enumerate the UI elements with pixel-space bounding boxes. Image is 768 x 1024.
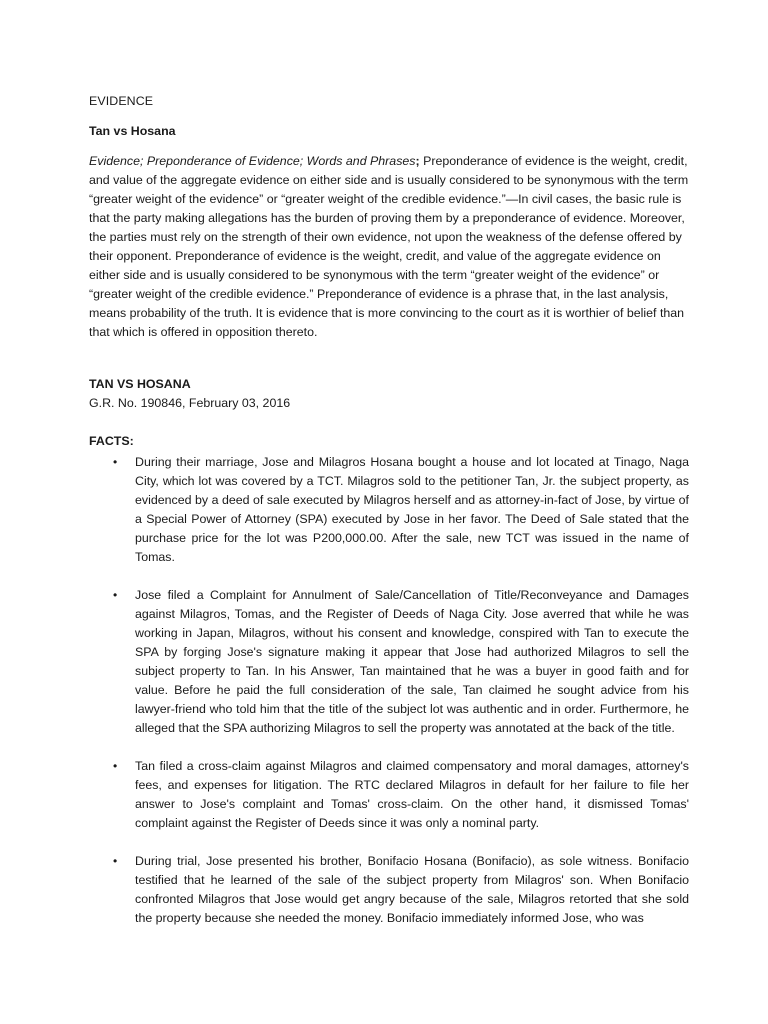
fact-item	[113, 453, 689, 567]
document-heading: EVIDENCE	[89, 94, 154, 108]
document-page	[89, 92, 689, 947]
facts-heading: FACTS:	[89, 434, 134, 448]
facts-list	[89, 453, 689, 928]
fact-text: During their marriage, Jose and Milagros Hosana bought a house and lot located at Tinago, Naga City, which lot was covered by a TCT. Milagros sold to the petitioner Tan, Jr. the subject property, as evidenced by a deed of sale executed by Milagros herself and as attorney-in-fact of Jose, by virtue of a Special Power of Attorney (SPA) executed by Jose in her favor. The Deed of Sale stated that the purchase price for the lot was P200,000.00. After the sale, new TCT was issued in the name of Tomas.	[135, 455, 689, 564]
case-title: TAN VS HOSANA	[89, 377, 191, 391]
case-section	[89, 375, 689, 928]
syllabus-separator: ;	[415, 154, 420, 168]
fact-text: Jose filed a Complaint for Annulment of Sale/Cancellation of Title/Reconveyance and Damages against Milagros, Tomas, and the Register of Deeds of Naga City. Jose averred that while he was working in Japan, Milagros, without his consent and knowledge, conspired with Tan to execute the SPA by forging Jose's signature making it appear that Jose had authorized Milagros to sell the subject property to Tan. In his Answer, Tan maintained that he was a buyer in good faith and for value. Before he paid the full consideration of the sale, Tan claimed he sought advice from his lawyer-friend who told him that the title of the subject lot was authentic and in order. Furthermore, he alleged that the SPA authorizing Milagros to sell the property was annotated at the back of the title.	[135, 588, 689, 735]
syllabus-paragraph	[89, 152, 689, 342]
fact-text: Tan filed a cross-claim against Milagros and claimed compensatory and moral damages, attorney's fees, and expenses for litigation. The RTC declared Milagros in default for her failure to file her answer to Jose's complaint and Tomas' cross-claim. On the other hand, it dismissed Tomas' complaint against the Register of Deeds since it was only a nominal party.	[135, 759, 689, 830]
bullet-icon: •	[113, 759, 118, 773]
fact-item	[113, 757, 689, 833]
short-case-title: Tan vs Hosana	[89, 124, 176, 138]
bullet-icon: •	[113, 854, 118, 868]
syllabus-keywords: Evidence; Preponderance of Evidence; Words and Phrases	[89, 154, 416, 168]
case-citation: G.R. No. 190846, February 03, 2016	[89, 396, 291, 410]
bullet-icon: •	[113, 588, 118, 602]
fact-item	[113, 586, 689, 738]
fact-item	[113, 852, 689, 928]
bullet-icon: •	[113, 455, 118, 469]
syllabus-text: Preponderance of evidence is the weight, credit, and value of the aggregate evidence on either side and is usually considered to be synonymous with the term “greater weight of the evidence” or “greater weight of the credible evidence.”—In civil cases, the basic rule is that the party making allegations has the burden of proving them by a preponderance of evidence. Moreover, the parties must rely on the strength of their own evidence, not upon the weakness of the defense offered by their opponent. Preponderance of evidence is the weight, credit, and value of the aggregate evidence on either side and is usually considered to be synonymous with the term “greater weight of the evidence” or “greater weight of the credible evidence.” Preponderance of evidence is a phrase that, in the last analysis, means probability of the truth. It is evidence that is more convincing to the court as it is worthier of belief than that which is offered in opposition thereto.	[89, 154, 689, 339]
fact-text: During trial, Jose presented his brother, Bonifacio Hosana (Bonifacio), as sole witness. Bonifacio testified that he learned of the sale of the subject property from Milagros' son. When Bonifacio confronted Milagros that Jose would get angry because of the sale, Milagros retorted that she sold the property because she needed the money. Bonifacio immediately informed Jose, who was	[135, 854, 689, 925]
